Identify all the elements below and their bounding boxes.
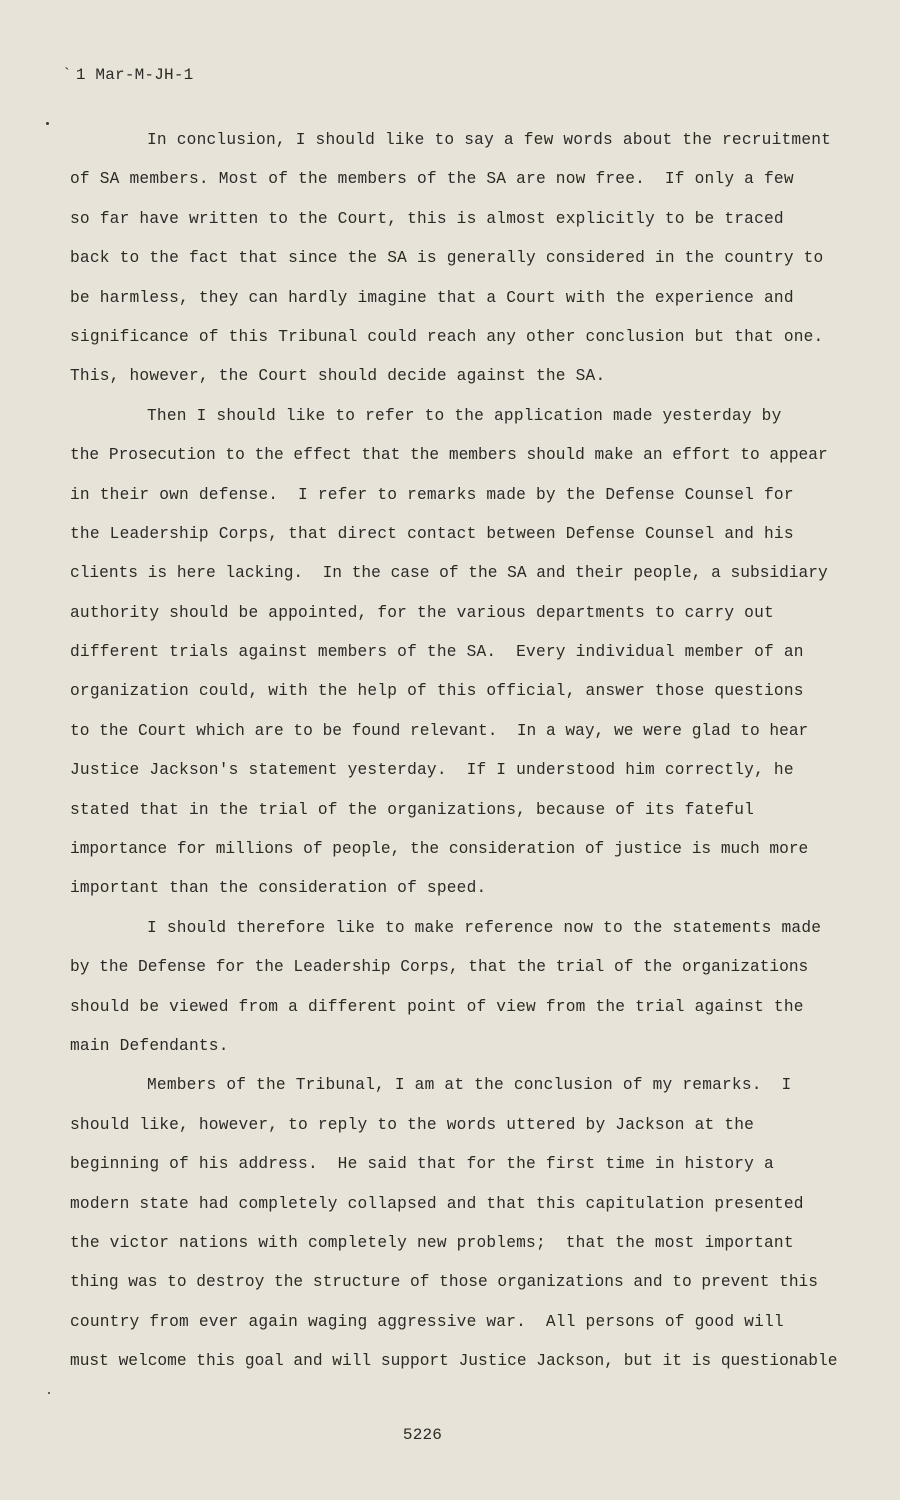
text-line: by the Defense for the Leadership Corps, that the trial of the organizations <box>70 958 809 977</box>
text-line: the victor nations with completely new problems; that the most important <box>70 1233 794 1252</box>
text-line: should be viewed from a different point of view from the trial against the <box>70 997 804 1016</box>
page-number: 5226 <box>402 1426 443 1444</box>
header-mark: ` <box>62 66 72 84</box>
text-line: to the Court which are to be found relevant. In a way, we were glad to hear <box>70 721 809 740</box>
text-line: be harmless, they can hardly imagine that a Court with the experience and <box>70 288 794 307</box>
text-line: significance of this Tribunal could reach any other conclusion but that one. <box>70 327 824 346</box>
text-line: important than the consideration of speed. <box>70 879 487 898</box>
text-line: importance for millions of people, the consideration of justice is much more <box>70 840 809 859</box>
text-line: Justice Jackson's statement yesterday. If I understood him correctly, he <box>70 761 794 780</box>
text-line: country from ever again waging aggressive war. All persons of good will <box>70 1312 784 1331</box>
text-line: Members of the Tribunal, I am at the conclusion of my remarks. I <box>147 1076 792 1095</box>
text-line: different trials against members of the SA. Every individual member of an <box>70 643 804 662</box>
text-line: Then I should like to refer to the application made yesterday by <box>147 406 782 425</box>
paper-speck <box>46 122 49 125</box>
document-reference <box>62 66 193 84</box>
paper-speck <box>48 1392 50 1394</box>
text-line: main Defendants. <box>70 1036 229 1055</box>
text-line: should like, however, to reply to the words uttered by Jackson at the <box>70 1115 755 1134</box>
text-line: This, however, the Court should decide against the SA. <box>70 367 606 386</box>
text-line: so far have written to the Court, this is almost explicitly to be traced <box>70 209 784 228</box>
text-line: I should therefore like to make reference now to the statements made <box>147 918 822 937</box>
text-line: in their own defense. I refer to remarks made by the Defense Counsel for <box>70 485 794 504</box>
text-line: the Prosecution to the effect that the members should make an effort to appear <box>70 446 828 465</box>
transcript-body <box>70 121 838 1382</box>
text-line: modern state had completely collapsed and that this capitulation presented <box>70 1194 804 1213</box>
text-line: In conclusion, I should like to say a few words about the recruitment <box>147 131 832 149</box>
text-line: organization could, with the help of this official, answer those questions <box>70 682 804 701</box>
text-line: must welcome this goal and will support Justice Jackson, but it is questionable <box>70 1352 838 1371</box>
text-line: authority should be appointed, for the various departments to carry out <box>70 603 774 622</box>
reference-code: 1 Mar-M-JH-1 <box>75 66 194 84</box>
text-line: beginning of his address. He said that for the first time in history a <box>70 1155 774 1174</box>
text-line: stated that in the trial of the organizations, because of its fateful <box>70 800 755 819</box>
text-line: clients is here lacking. In the case of the SA and their people, a subsidiary <box>70 564 828 583</box>
text-line: back to the fact that since the SA is generally considered in the country to <box>70 249 824 268</box>
text-line: thing was to destroy the structure of those organizations and to prevent this <box>70 1273 818 1292</box>
text-line: the Leadership Corps, that direct contact between Defense Counsel and his <box>70 524 794 543</box>
text-line: of SA members. Most of the members of the SA are now free. If only a few <box>70 170 794 189</box>
